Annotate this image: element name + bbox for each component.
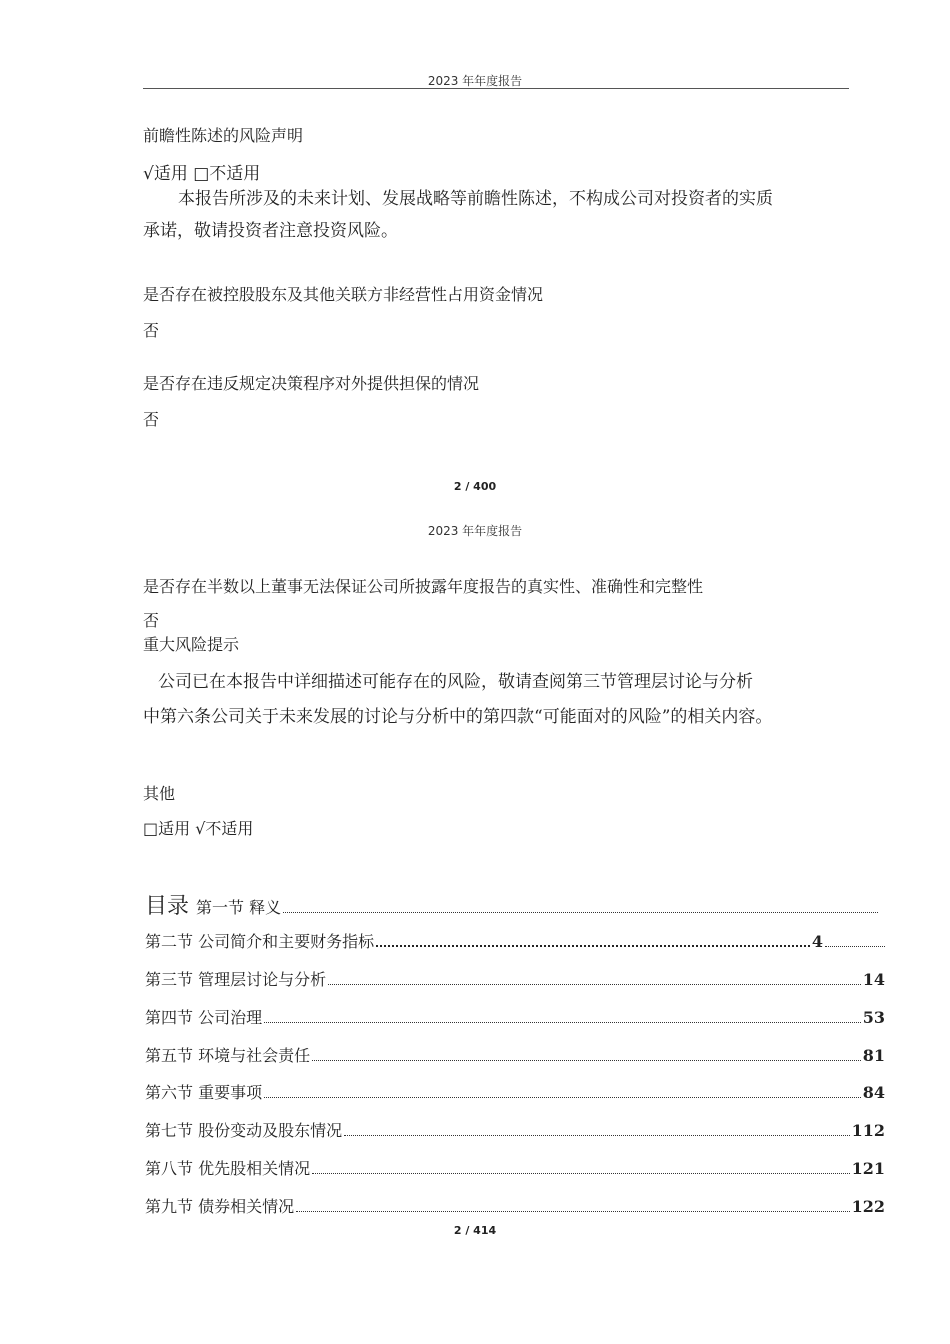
toc-entry-label: 第八节 优先股相关情况	[145, 1159, 311, 1178]
toc-leader-dots	[296, 1211, 850, 1212]
toc-leader-dots	[283, 912, 878, 913]
question-guarantee: 是否存在违反规定决策程序对外提供担保的情况	[143, 374, 480, 393]
toc-entry-page: 4	[811, 932, 823, 951]
toc-entry[interactable]	[145, 929, 887, 952]
other-title: 其他	[143, 784, 176, 803]
answer-guarantee: 否	[143, 410, 160, 429]
page-header: 2023 年年度报告	[427, 74, 523, 88]
toc-entry-page: 84	[862, 1083, 885, 1102]
toc-leader-dots	[264, 1022, 861, 1023]
toc-entry-page: 14	[862, 970, 885, 989]
toc-heading: 目录	[145, 894, 190, 919]
toc-entry-page: 121	[851, 1159, 885, 1178]
forward-looking-applicability: √适用 □不适用	[143, 164, 261, 184]
toc-entry-page: 112	[851, 1121, 885, 1140]
toc-leader-dots	[344, 1135, 850, 1136]
toc-entry-page: 53	[862, 1008, 885, 1027]
toc-entry-label: 第四节 公司治理	[145, 1008, 263, 1027]
toc-entry[interactable]	[145, 1043, 885, 1066]
question-director-guarantee: 是否存在半数以上董事无法保证公司所披露年度报告的真实性、准确性和完整性	[143, 577, 704, 596]
toc-entry[interactable]	[145, 1080, 885, 1103]
other-applicability: □适用 √不适用	[143, 819, 254, 838]
page-number: 2 / 400	[453, 480, 497, 493]
toc-leader-dots	[376, 945, 810, 947]
toc-entry-page: 81	[862, 1046, 885, 1065]
toc-leader-dots	[328, 984, 861, 985]
toc-entry-label: 第三节 管理层讨论与分析	[145, 970, 327, 989]
toc-leader-dots	[312, 1060, 861, 1061]
toc-entry[interactable]	[145, 1156, 885, 1179]
answer-fund-occupation: 否	[143, 321, 160, 340]
forward-looking-text-line2: 承诺，敬请投资者注意投资风险。	[143, 221, 398, 241]
toc-leader-dots	[825, 946, 885, 947]
toc-entry[interactable]	[145, 1005, 885, 1028]
toc-entry-label: 第九节 债券相关情况	[145, 1197, 295, 1216]
major-risk-text-line1: 公司已在本报告中详细描述可能存在的风险，敬请查阅第三节管理层讨论与分析	[158, 672, 753, 692]
toc-entry-label: 第六节 重要事项	[145, 1083, 263, 1102]
toc-entry-label: 第五节 环境与社会责任	[145, 1046, 311, 1065]
forward-looking-text-line1: 本报告所涉及的未来计划、发展战略等前瞻性陈述，不构成公司对投资者的实质	[178, 189, 773, 209]
toc-entry-label: 第一节 释义	[196, 898, 282, 917]
page-number: 2 / 414	[453, 1224, 497, 1237]
toc-entry[interactable]	[196, 895, 880, 918]
page-header: 2023 年年度报告	[427, 524, 523, 538]
answer-director-guarantee: 否	[143, 611, 160, 630]
header-divider	[143, 88, 849, 89]
toc-entry-label: 第七节 股份变动及股东情况	[145, 1121, 343, 1140]
toc-leader-dots	[312, 1173, 850, 1174]
major-risk-text-line2: 中第六条公司关于未来发展的讨论与分析中的第四款“可能面对的风险”的相关内容。	[143, 707, 773, 727]
toc-entry[interactable]	[145, 1194, 885, 1217]
toc-entry-page: 122	[851, 1197, 885, 1216]
toc-leader-dots	[264, 1097, 861, 1098]
toc-entry[interactable]	[145, 1118, 885, 1141]
forward-looking-title: 前瞻性陈述的风险声明	[143, 126, 304, 145]
toc-entry[interactable]	[145, 967, 885, 990]
question-fund-occupation: 是否存在被控股股东及其他关联方非经营性占用资金情况	[143, 285, 544, 304]
major-risk-title: 重大风险提示	[143, 635, 240, 654]
toc-entry-label: 第二节 公司简介和主要财务指标	[145, 932, 375, 951]
